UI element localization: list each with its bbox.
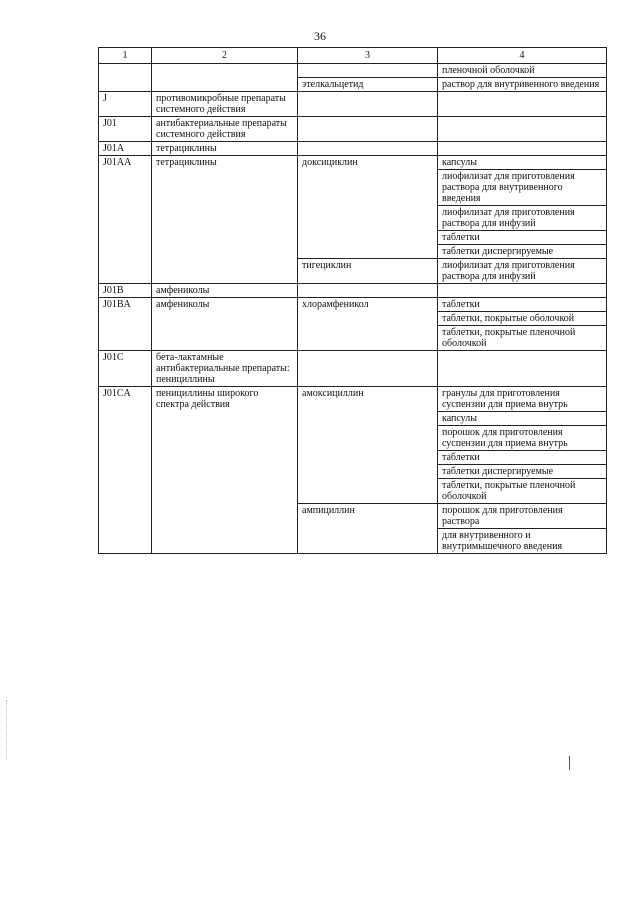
dosage-form-cell: таблетки, покрытые пленочной оболочкой (438, 326, 607, 351)
atc-code-cell: J01CA (99, 387, 152, 554)
drug-name-cell (298, 351, 438, 387)
group-name-cell: бета-лактамные антибактериальные препараты: пенициллины (152, 351, 298, 387)
atc-code-cell: J01AA (99, 156, 152, 284)
dosage-form-cell: раствор для внутривенного введения (438, 78, 607, 92)
group-name-cell: противомикробные препараты системного действия (152, 92, 298, 117)
group-name-cell: амфениколы (152, 298, 298, 351)
dosage-form-cell: гранулы для приготовления суспензии для приема внутрь (438, 387, 607, 412)
dosage-form-cell: таблетки (438, 298, 607, 312)
group-name-cell: тетрациклины (152, 156, 298, 284)
dosage-form-cell: лиофилизат для приготовления раствора для инфузий (438, 259, 607, 284)
dosage-form-cell: лиофилизат для приготовления раствора для инфузий (438, 206, 607, 231)
dosage-form-cell: таблетки, покрытые пленочной оболочкой (438, 479, 607, 504)
dosage-form-cell: порошок для приготовления суспензии для приема внутрь (438, 426, 607, 451)
table-header-row (99, 48, 607, 64)
drug-name-cell (298, 284, 438, 298)
group-name-cell: амфениколы (152, 284, 298, 298)
header-cell: 2 (152, 48, 298, 64)
drug-name-cell (298, 92, 438, 117)
drug-name-cell: тигециклин (298, 259, 438, 284)
header-cell: 4 (438, 48, 607, 64)
drug-name-cell: хлорамфеникол (298, 298, 438, 351)
drug-table (98, 47, 607, 554)
dosage-form-cell: капсулы (438, 412, 607, 426)
drug-name-cell (298, 142, 438, 156)
group-name-cell: пенициллины широкого спектра действия (152, 387, 298, 554)
dosage-form-cell: лиофилизат для приготовления раствора для внутривенного введения (438, 170, 607, 206)
header-cell: 1 (99, 48, 152, 64)
dosage-form-cell (438, 351, 607, 387)
group-name-cell: антибактериальные препараты системного действия (152, 117, 298, 142)
scan-edge-dots (6, 700, 8, 760)
table-row (99, 298, 607, 312)
table-row (99, 351, 607, 387)
atc-code-cell (99, 64, 152, 92)
dosage-form-cell: капсулы (438, 156, 607, 170)
atc-code-cell: J01B (99, 284, 152, 298)
drug-name-cell (298, 117, 438, 142)
table-row (99, 64, 607, 78)
atc-code-cell: J01C (99, 351, 152, 387)
atc-code-cell: J (99, 92, 152, 117)
dosage-form-cell (438, 117, 607, 142)
table-row (99, 92, 607, 117)
atc-code-cell: J01BA (99, 298, 152, 351)
dosage-form-cell (438, 284, 607, 298)
header-cell: 3 (298, 48, 438, 64)
table-row (99, 156, 607, 170)
atc-code-cell: J01A (99, 142, 152, 156)
drug-name-cell: ампициллин (298, 504, 438, 554)
table-row (99, 284, 607, 298)
dosage-form-cell: таблетки диспергируемые (438, 245, 607, 259)
drug-name-cell (298, 64, 438, 78)
page-number: 36 (314, 29, 326, 43)
dosage-form-cell: пленочной оболочкой (438, 64, 607, 78)
group-name-cell: тетрациклины (152, 142, 298, 156)
dosage-form-cell: для внутривенного и внутримышечного введения (438, 529, 607, 554)
table-row (99, 117, 607, 142)
dosage-form-cell: таблетки диспергируемые (438, 465, 607, 479)
table-row (99, 142, 607, 156)
dosage-form-cell (438, 142, 607, 156)
scan-artifact (569, 756, 570, 770)
dosage-form-cell (438, 92, 607, 117)
dosage-form-cell: таблетки, покрытые оболочкой (438, 312, 607, 326)
group-name-cell (152, 64, 298, 92)
atc-code-cell: J01 (99, 117, 152, 142)
table-row (99, 387, 607, 412)
dosage-form-cell: таблетки (438, 451, 607, 465)
dosage-form-cell: таблетки (438, 231, 607, 245)
drug-name-cell: амоксициллин (298, 387, 438, 504)
drug-name-cell: этелкальцетид (298, 78, 438, 92)
dosage-form-cell: порошок для приготовления раствора (438, 504, 607, 529)
drug-name-cell: доксициклин (298, 156, 438, 259)
